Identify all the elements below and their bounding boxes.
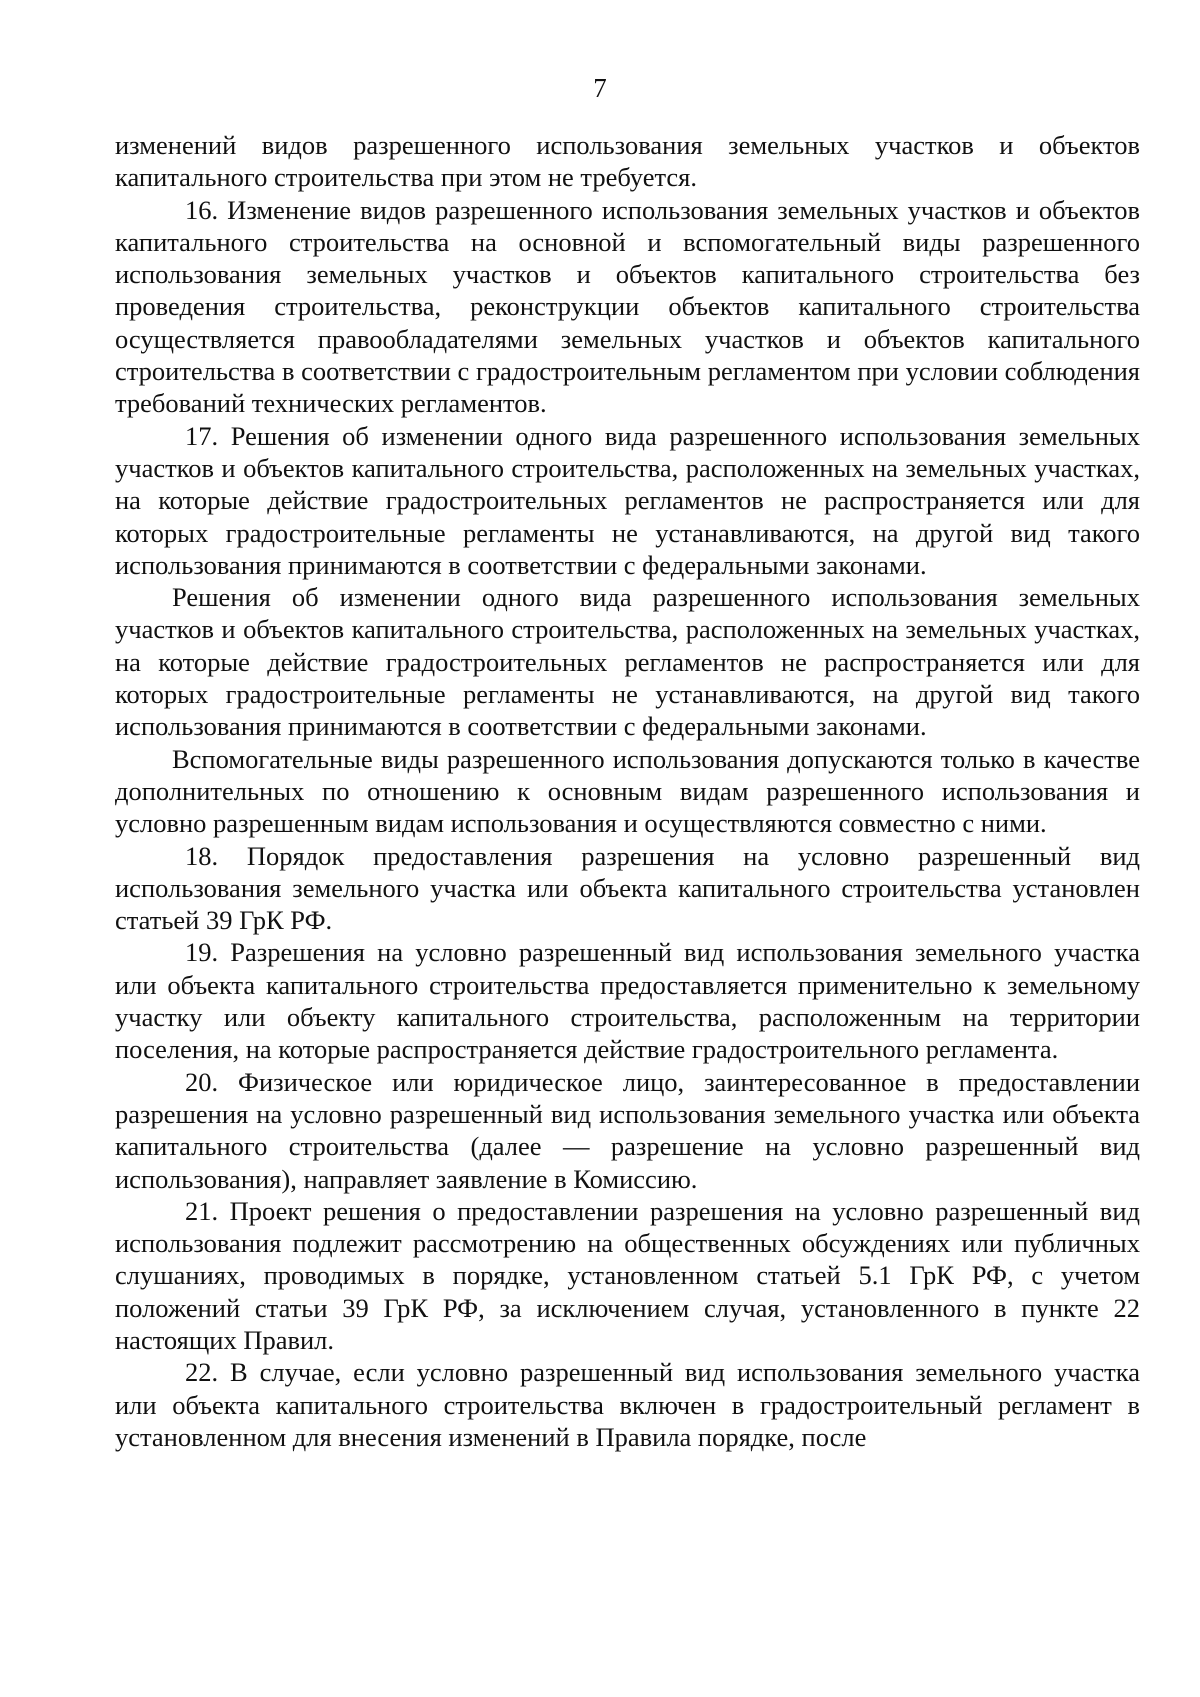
paragraph-item-20: 20. Физическое или юридическое лицо, заинтересованное в предоставлении разрешения на условно разрешенный вид использования земельного участка или объекта капитального строительства (далее — разрешение на условно разрешенный вид использования), направляет заявление в Комиссию. [115, 1066, 1140, 1194]
paragraph-item-17-auxiliary-uses: Вспомогательные виды разрешенного использования допускаются только в качестве дополнительных по отношению к основным видам разрешенного использования и условно разрешенным видам использования и осуществляются совместно с ними. [115, 743, 1140, 839]
paragraph-item-22: 22. В случае, если условно разрешенный вид использования земельного участка или объекта капитального строительства включен в градостроительный регламент в установленном для внесения изменений в Правила порядке, после [115, 1357, 1140, 1452]
paragraph-item-16: 16. Изменение видов разрешенного использования земельных участков и объектов капитального строительства на основной и вспомогательный виды разрешенного использования земельных участков и объектов капитального строительства без проведения строительства, реконструкции объектов капитального строительства осуществляется правообладателями земельных участков и объектов капитального строительства в соответствии с градостроительным регламентом при условии соблюдения требований технических регламентов. [115, 194, 1140, 419]
paragraph-item-19: 19. Разрешения на условно разрешенный вид использования земельного участка или объекта капитального строительства предоставляется применительно к земельному участку или объекту капитального строительства, расположенным на территории поселения, на которые распространяется действие градостроительного регламента. [115, 937, 1140, 1065]
paragraph-item-21: 21. Проект решения о предоставлении разрешения на условно разрешенный вид использования подлежит рассмотрению на общественных обсуждениях или публичных слушаниях, проводимых в порядке, установленном статьей 5.1 ГрК РФ, с учетом положений статьи 39 ГрК РФ, за исключением случая, установленного в пункте 22 настоящих Правил. [115, 1195, 1140, 1355]
document-body [115, 129, 1140, 1453]
paragraph-continuation: изменений видов разрешенного использования земельных участков и объектов капитального строительства при этом не требуется. [115, 130, 1140, 193]
paragraph-item-17: 17. Решения об изменении одного вида разрешенного использования земельных участков и объектов капитального строительства, расположенных на земельных участках, на которые действие градостроительных регламентов не распространяется или для которых градостроительные регламенты не устанавливаются, на другой вид такого использования принимаются в соответствии с федеральными законами. [115, 420, 1140, 580]
paragraph-item-17-decisions: Решения об изменении одного вида разрешенного использования земельных участков и объектов капитального строительства, расположенных на земельных участках, на которые действие градостроительных регламентов не распространяется или для которых градостроительные регламенты не устанавливаются, на другой вид такого использования принимаются в соответствии с федеральными законами. [115, 582, 1140, 742]
paragraph-item-18: 18. Порядок предоставления разрешения на условно разрешенный вид использования земельного участка или объекта капитального строительства установлен статьей 39 ГрК РФ. [115, 840, 1140, 936]
page-number: 7 [593, 73, 607, 103]
